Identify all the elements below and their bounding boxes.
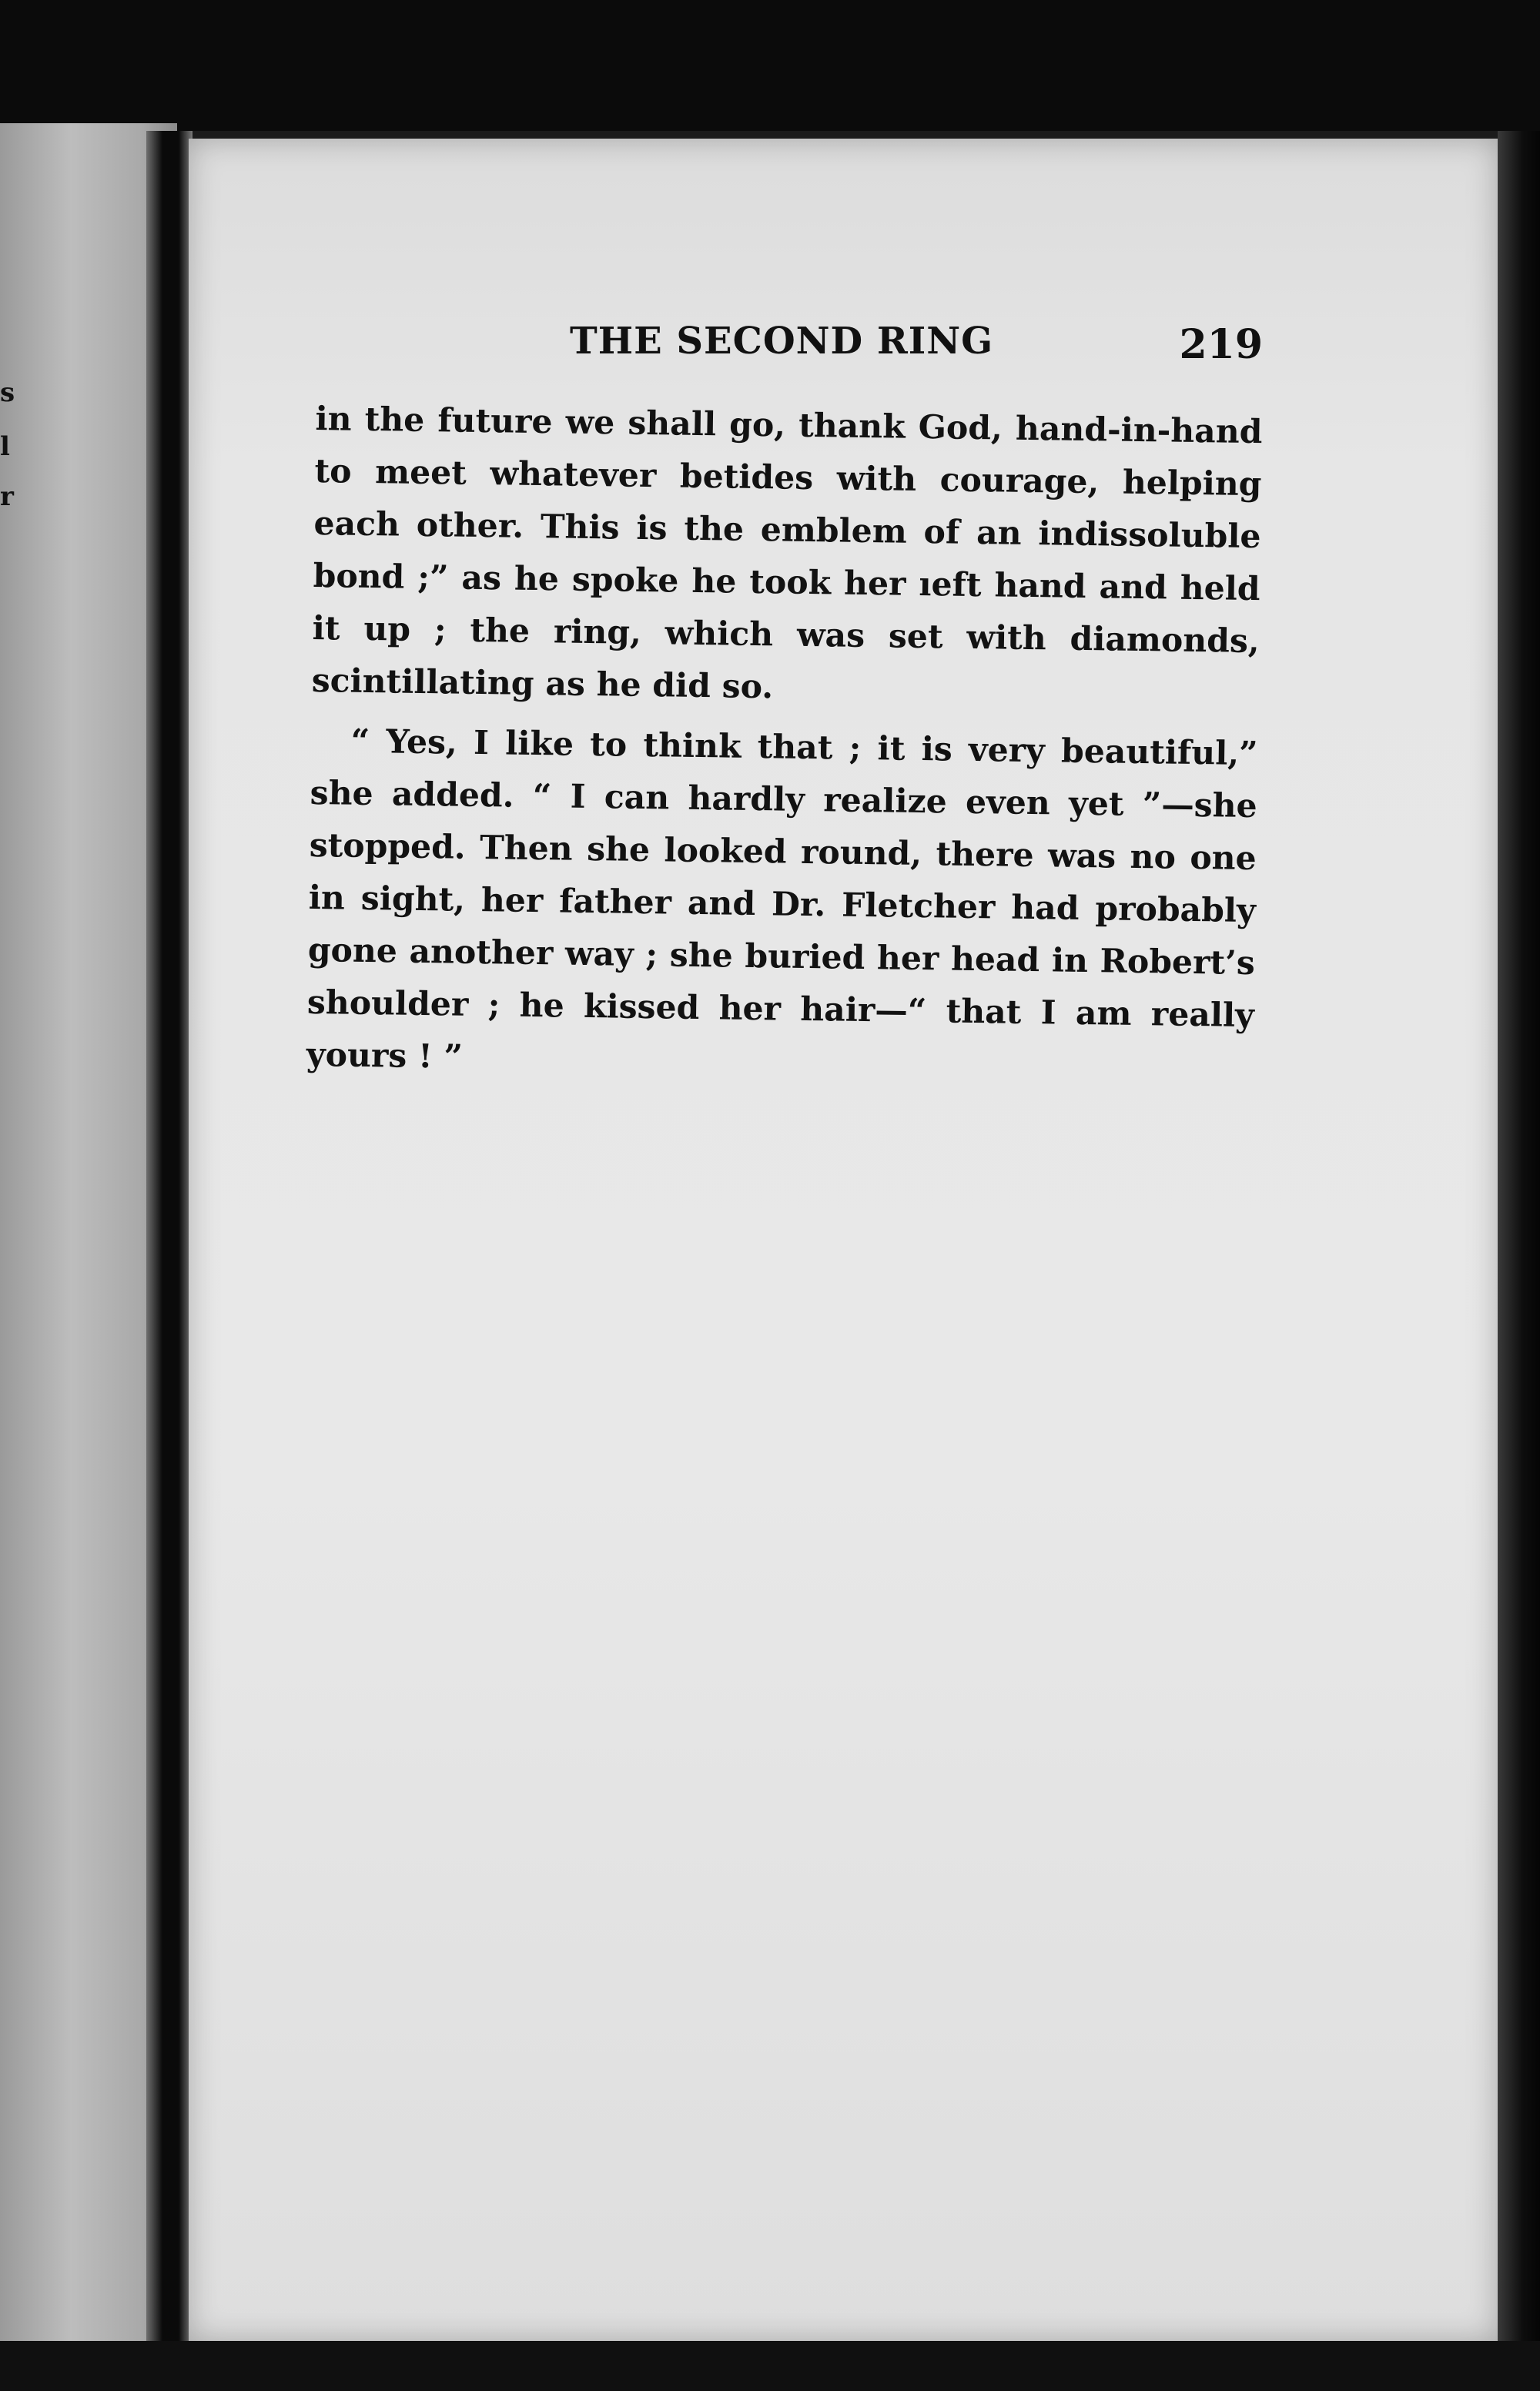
body-text <box>306 393 1263 1094</box>
running-title: THE SECOND RING <box>570 320 994 363</box>
book-gutter-shadow <box>146 131 192 2391</box>
scan-bottom-border <box>0 2341 1540 2391</box>
scan-top-border <box>0 0 1540 131</box>
adjacent-page-fragment: s <box>0 377 15 408</box>
adjacent-page-fragment: r <box>0 481 14 512</box>
page-number: 219 <box>1179 321 1263 368</box>
scan-right-border <box>1498 131 1540 2391</box>
adjacent-page-fragment: l <box>0 431 10 462</box>
running-head <box>323 320 1263 373</box>
paragraph: “ Yes, I like to think that ; it is very beautiful,” she added. “ I can hardly realize even yet ”—she stopped. Then she looked round, there was no one in sight, her father and Dr. Fletcher had probably gone another way ; she buried her head in Robert’s shoulder ; he kissed her hair—“ that I am really yours ! ” <box>306 722 1258 1077</box>
paragraph: in the future we shall go, thank God, hand-in-hand to meet whatever betides with courage, helping each other. This is the emblem of an indissoluble bond ;” as he spoke he took her ıeft hand and held it up ; the ring, which was set with diamonds, scintillating as he did so. <box>311 399 1263 707</box>
